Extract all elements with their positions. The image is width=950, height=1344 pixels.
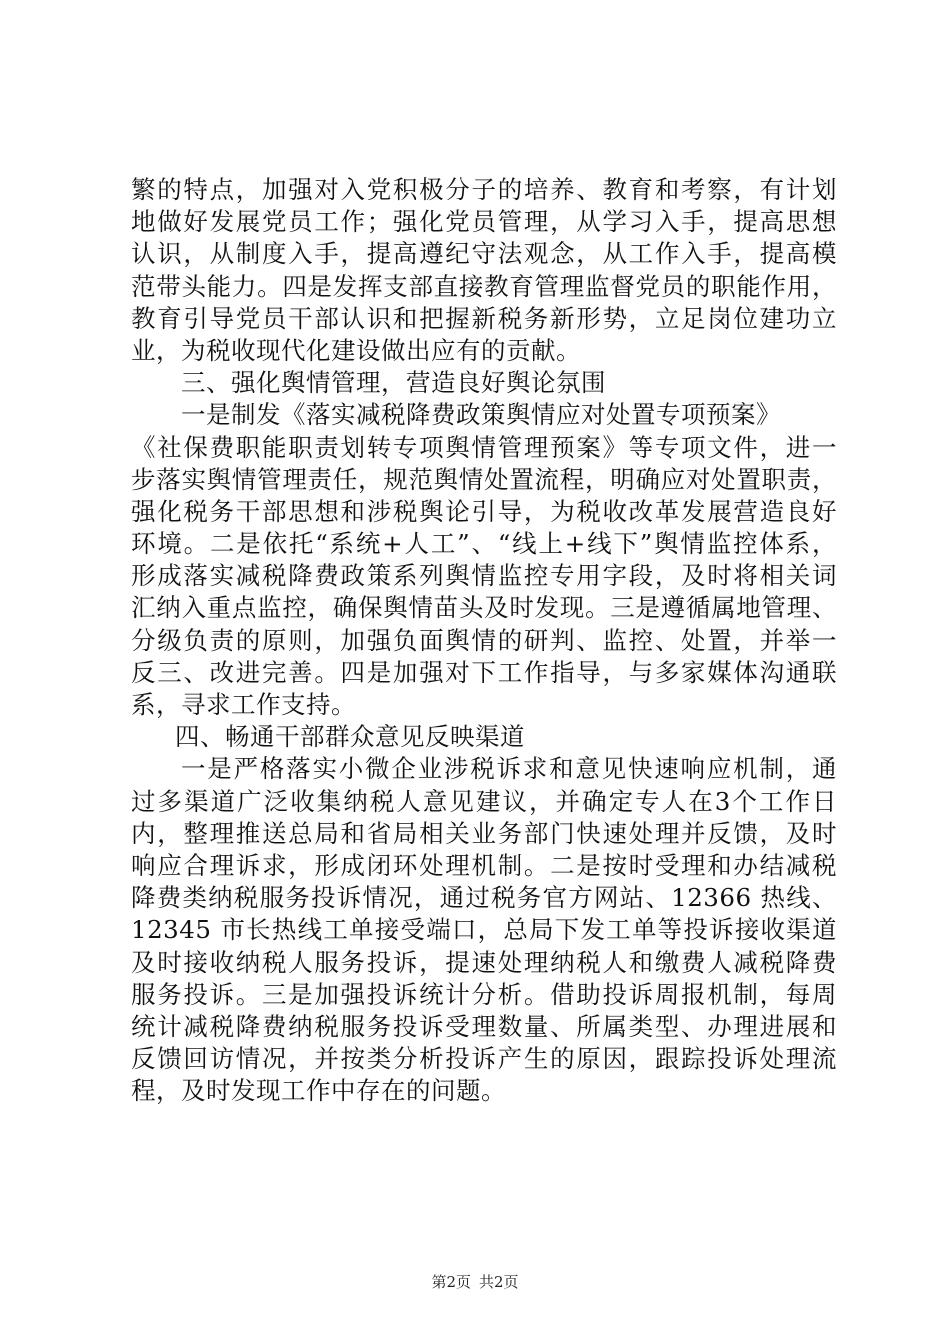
text-line: 反馈回访情况，并按类分析投诉产生的原因，跟踪投诉处理流 <box>131 1044 837 1074</box>
text-line: 响应合理诉求，形成闭环处理机制。二是按时受理和办结减税 <box>131 850 837 880</box>
text-line: 程，及时发现工作中存在的问题。 <box>131 1076 506 1106</box>
section-heading: 三、强化舆情管理，营造良好舆论氛围 <box>181 368 606 398</box>
text-line: 强化税务干部思想和涉税舆论引导，为税收改革发展营造良好 <box>131 496 837 526</box>
text-line: 环境。二是依托“系统+人工”、“线上+线下”舆情监控体系， <box>131 529 837 559</box>
text-line: 及时接收纳税人服务投诉，提速处理纳税人和缴费人减税降费 <box>131 947 837 977</box>
text-line: 一是制发《落实减税降费政策舆情应对处置专项预案》 <box>181 400 781 430</box>
text-line: 过多渠道广泛收集纳税人意见建议，并确定专人在3个工作日 <box>131 786 837 816</box>
text-line: 服务投诉。三是加强投诉统计分析。借助投诉周报机制，每周 <box>131 979 837 1009</box>
text-line: 《社保费职能职责划转专项舆情管理预案》等专项文件，进一 <box>131 432 837 462</box>
text-line: 系，寻求工作支持。 <box>131 690 356 719</box>
text-line: 地做好发展党员工作；强化党员管理，从学习入手，提高思想 <box>131 207 837 237</box>
text-line: 繁的特点，加强对入党积极分子的培养、教育和考察，有计划 <box>131 175 837 204</box>
text-line: 业，为税收现代化建设做出应有的贡献。 <box>131 335 581 365</box>
text-line: 教育引导党员干部认识和把握新税务新形势，立足岗位建功立 <box>131 303 837 333</box>
text-line: 降费类纳税服务投诉情况，通过税务官方网站、12366 热线、 <box>131 883 837 913</box>
document-body <box>131 174 837 1107</box>
text-line: 一是严格落实小微企业涉税诉求和意见快速响应机制，通 <box>181 754 837 784</box>
text-line: 汇纳入重点监控，确保舆情苗头及时发现。三是遵循属地管理、 <box>131 593 837 623</box>
text-line: 认识，从制度入手，提高遵纪守法观念，从工作入手，提高模 <box>131 239 837 269</box>
text-line: 反三、改进完善。四是加强对下工作指导，与多家媒体沟通联 <box>131 657 837 687</box>
page-footer <box>0 1272 950 1292</box>
text-line: 12345 市长热线工单接受端口，总局下发工单等投诉接收渠道 <box>131 915 837 945</box>
text-line: 形成落实减税降费政策系列舆情监控专用字段，及时将相关词 <box>131 561 837 591</box>
text-line: 内，整理推送总局和省局相关业务部门快速处理并反馈，及时 <box>131 818 837 848</box>
section-heading: 四、畅通干部群众意见反映渠道 <box>175 722 525 752</box>
page-number: 第2页 <box>431 1273 471 1291</box>
page-total: 共2页 <box>479 1273 519 1291</box>
text-line: 分级负责的原则，加强负面舆情的研判、监控、处置，并举一 <box>131 625 837 655</box>
text-line: 范带头能力。四是发挥支部直接教育管理监督党员的职能作用， <box>131 271 837 301</box>
text-line: 步落实舆情管理责任，规范舆情处置流程，明确应对处置职责， <box>131 464 837 494</box>
text-line: 统计减税降费纳税服务投诉受理数量、所属类型、办理进展和 <box>131 1011 837 1041</box>
